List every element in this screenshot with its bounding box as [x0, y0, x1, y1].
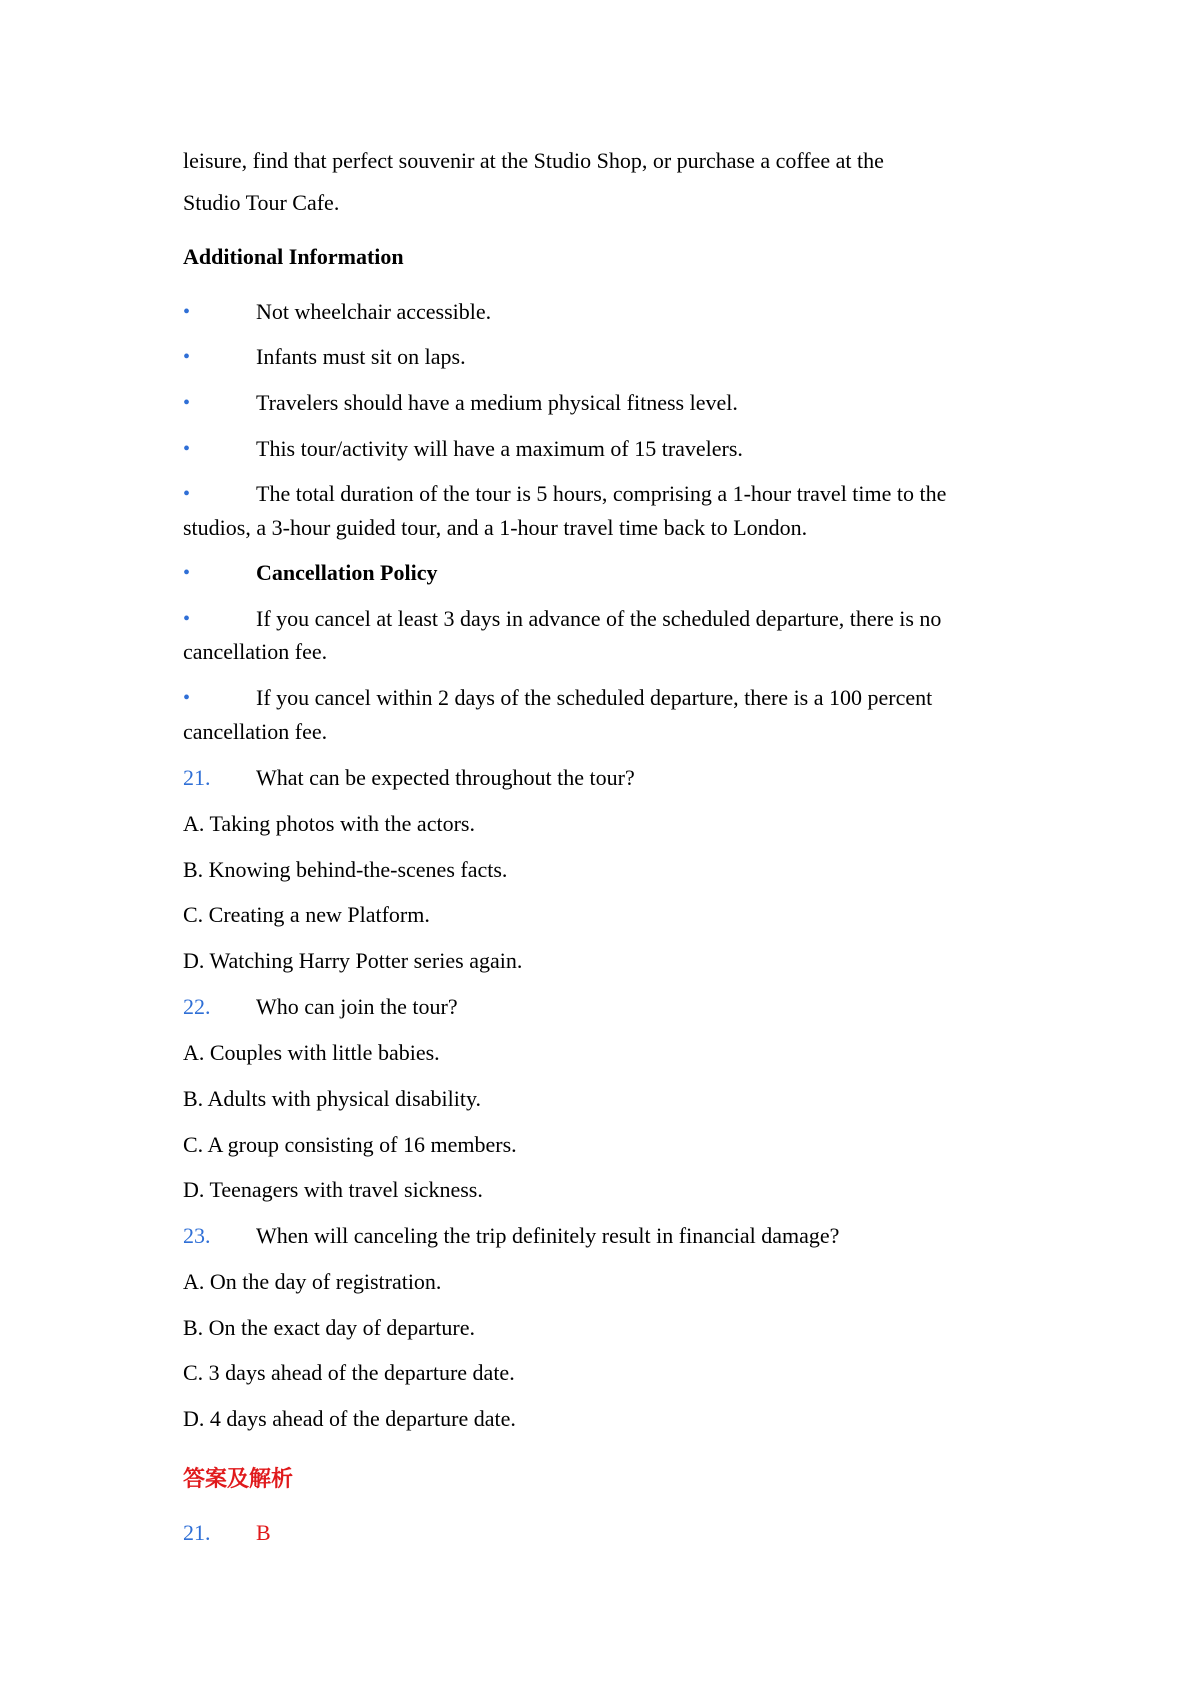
question-number: 23. [183, 1223, 211, 1248]
bullet-icon: • [183, 392, 191, 414]
list-item-text: This tour/activity will have a maximum of 15 travelers. [256, 436, 743, 461]
option-item: D. Watching Harry Potter series again. [183, 948, 523, 973]
bullet-icon: • [183, 301, 191, 323]
additional-info-heading: Additional Information [183, 244, 404, 269]
option-item: D. Teenagers with travel sickness. [183, 1177, 483, 1202]
cancellation-heading: Cancellation Policy [256, 560, 438, 585]
option-item: A. On the day of registration. [183, 1269, 442, 1294]
option-item: A. Couples with little babies. [183, 1040, 440, 1065]
bullet-icon: • [183, 687, 191, 709]
bullet-icon: • [183, 562, 191, 584]
cancel-policy-1-line-1: If you cancel at least 3 days in advance of the scheduled departure, there is no [256, 606, 942, 631]
list-item-text: Travelers should have a medium physical fitness level. [256, 390, 738, 415]
answers-heading: 答案及解析 [183, 1467, 294, 1492]
duration-line-2: studios, a 3-hour guided tour, and a 1-hour travel time back to London. [183, 515, 808, 540]
answer-value: B [256, 1520, 271, 1545]
question-text: When will canceling the trip definitely result in financial damage? [256, 1223, 840, 1248]
cancel-policy-2-line-1: If you cancel within 2 days of the scheduled departure, there is a 100 percent [256, 685, 933, 710]
option-item: B. Adults with physical disability. [183, 1086, 482, 1111]
cancel-policy-1-line-2: cancellation fee. [183, 639, 328, 664]
cancel-policy-2-line-2: cancellation fee. [183, 719, 328, 744]
bullet-icon: • [183, 438, 191, 460]
option-item: A. Taking photos with the actors. [183, 811, 475, 836]
intro-line-2: Studio Tour Cafe. [183, 190, 340, 215]
bullet-icon: • [183, 608, 191, 630]
option-item: C. A group consisting of 16 members. [183, 1132, 517, 1157]
duration-line-1: The total duration of the tour is 5 hours, comprising a 1-hour travel time to the [256, 481, 947, 506]
answer-number: 21. [183, 1520, 211, 1545]
option-item: C. Creating a new Platform. [183, 902, 430, 927]
list-item-text: Infants must sit on laps. [256, 344, 466, 369]
question-text: Who can join the tour? [256, 994, 458, 1019]
list-item-text: Not wheelchair accessible. [256, 299, 492, 324]
intro-line-1: leisure, find that perfect souvenir at the Studio Shop, or purchase a coffee at the [183, 148, 884, 173]
question-number: 22. [183, 994, 211, 1019]
option-item: D. 4 days ahead of the departure date. [183, 1406, 516, 1431]
bullet-icon: • [183, 483, 191, 505]
question-text: What can be expected throughout the tour? [256, 765, 635, 790]
option-item: B. On the exact day of departure. [183, 1315, 475, 1340]
bullet-icon: • [183, 346, 191, 368]
question-number: 21. [183, 765, 211, 790]
option-item: B. Knowing behind-the-scenes facts. [183, 857, 508, 882]
option-item: C. 3 days ahead of the departure date. [183, 1360, 515, 1385]
